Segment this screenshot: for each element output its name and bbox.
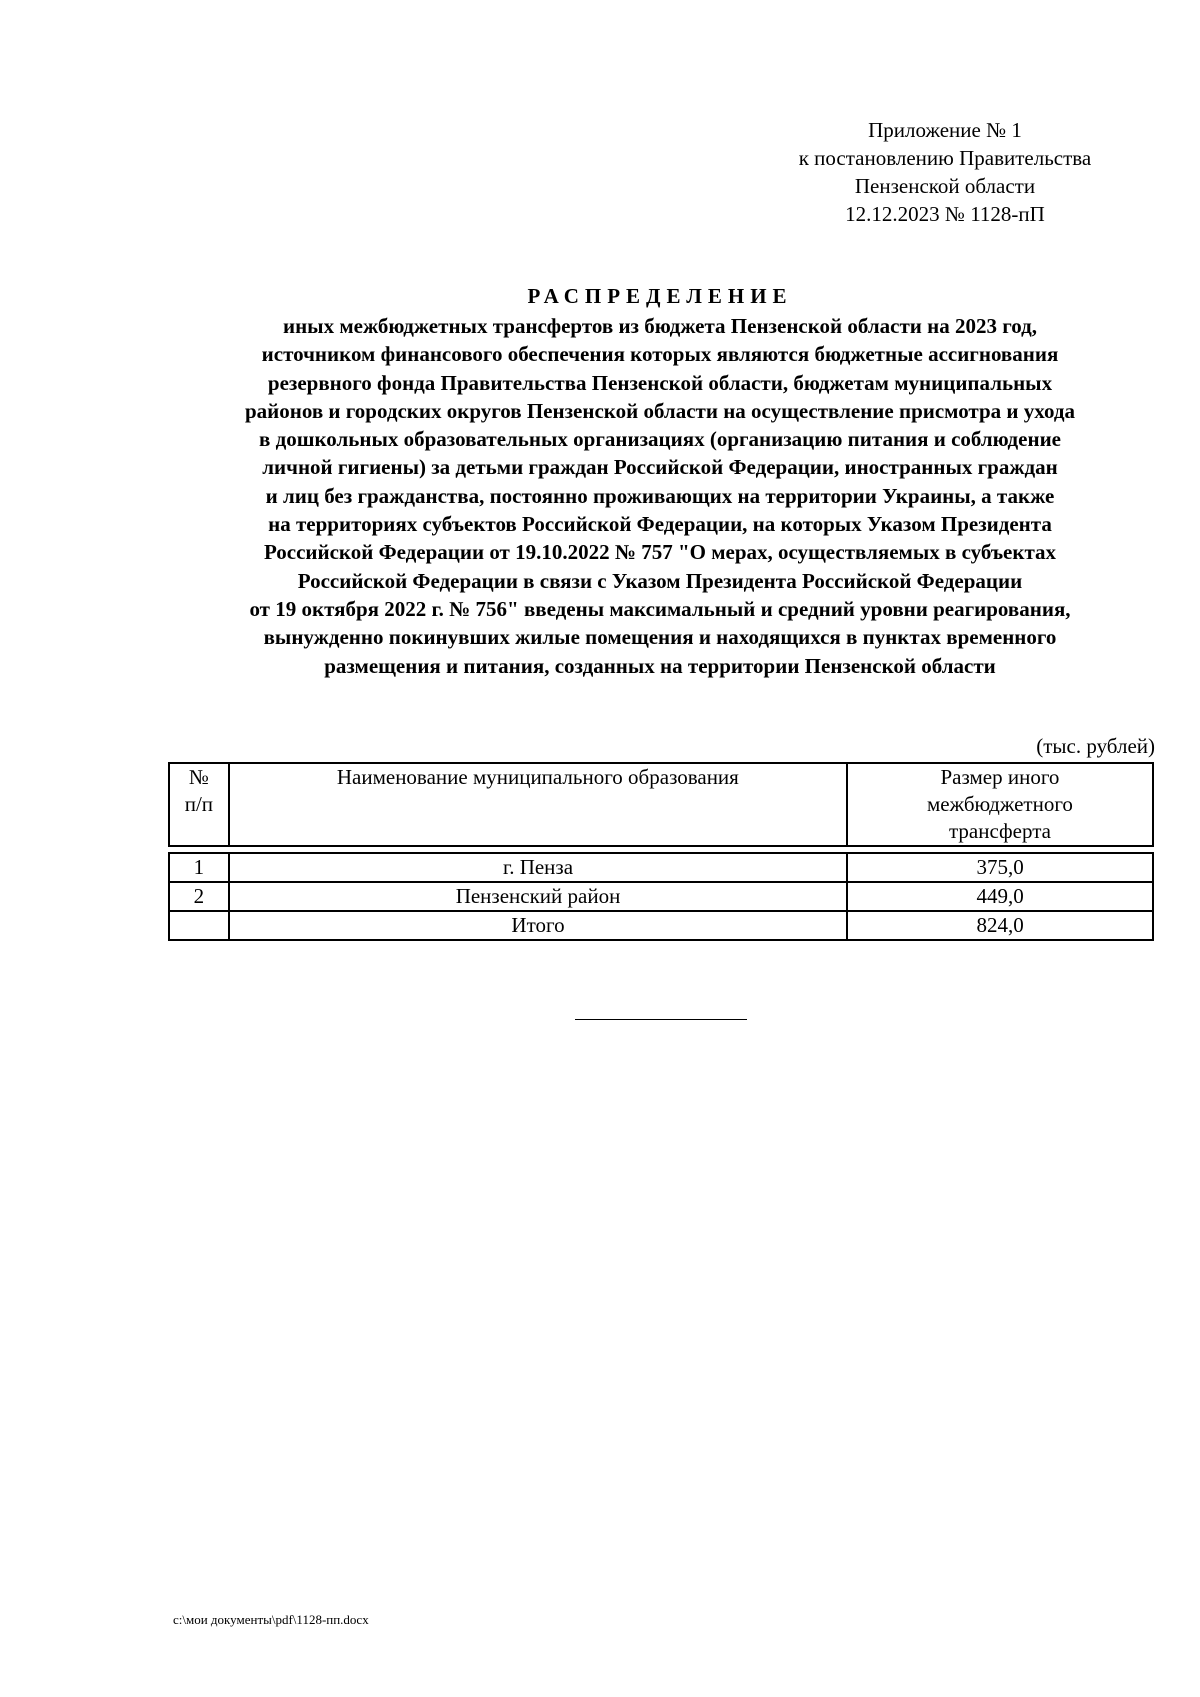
subtitle-line: резервного фонда Правительства Пензенской области, бюджетам муниципальных bbox=[267, 370, 1053, 395]
header-value-line1: Размер иного bbox=[940, 765, 1060, 789]
header-num-cell bbox=[169, 763, 229, 846]
table-header-row bbox=[169, 763, 1153, 846]
subtitle-line: источником финансового обеспечения которых являются бюджетные ассигнования bbox=[261, 342, 1059, 367]
subtitle-line: размещения и питания, созданных на территории Пензенской области bbox=[324, 653, 996, 678]
appendix-line: 12.12.2023 № 1128-пП bbox=[845, 202, 1045, 226]
subtitle-line: на территориях субъектов Российской Федерации, на которых Указом Президента bbox=[268, 512, 1052, 537]
document-subtitle bbox=[110, 312, 1200, 680]
header-num-line1: № bbox=[188, 765, 209, 789]
document-title: РАСПРЕДЕЛЕНИЕ bbox=[527, 284, 793, 308]
row-name: Итого bbox=[229, 911, 847, 940]
subtitle-line: и лиц без гражданства, постоянно проживающих на территории Украины, а также bbox=[265, 483, 1055, 508]
subtitle-line: Российской Федерации в связи с Указом Президента Российской Федерации bbox=[297, 568, 1023, 593]
table-row bbox=[169, 853, 1153, 882]
table-header bbox=[168, 762, 1154, 847]
table-row-total bbox=[169, 911, 1153, 940]
header-name-text: Наименование муниципального образования bbox=[336, 765, 739, 789]
appendix-line: Приложение № 1 bbox=[868, 118, 1022, 142]
row-name: Пензенский район bbox=[229, 882, 847, 911]
header-value-line2: межбюджетного bbox=[927, 792, 1073, 816]
row-value: 375,0 bbox=[847, 853, 1153, 882]
row-value: 824,0 bbox=[847, 911, 1153, 940]
subtitle-line: иных межбюджетных трансфертов из бюджета Пензенской области на 2023 год, bbox=[282, 314, 1038, 338]
table-row bbox=[169, 882, 1153, 911]
subtitle-line: в дошкольных образовательных организациях (организацию питания и соблюдение bbox=[259, 427, 1061, 452]
appendix-line: к постановлению Правительства bbox=[798, 146, 1092, 170]
footer-file-path: c:\мои документы\pdf\1128-пп.docx bbox=[173, 1612, 369, 1627]
subtitle-line: Российской Федерации от 19.10.2022 № 757 "О мерах, осуществляемых в субъектах bbox=[263, 540, 1057, 565]
row-num bbox=[169, 911, 229, 940]
header-num-line2: п/п bbox=[184, 792, 214, 816]
subtitle-line: районов и городских округов Пензенской области на осуществление присмотра и ухода bbox=[244, 398, 1075, 423]
units-label: (тыс. рублей) bbox=[1036, 734, 1155, 758]
appendix-block bbox=[770, 116, 1120, 228]
row-value: 449,0 bbox=[847, 882, 1153, 911]
header-name-cell bbox=[229, 763, 847, 846]
row-num: 2 bbox=[169, 882, 229, 911]
row-num: 1 bbox=[169, 853, 229, 882]
subtitle-line: от 19 октября 2022 г. № 756" введены максимальный и средний уровни реагирования, bbox=[249, 596, 1071, 621]
subtitle-line: личной гигиены) за детьми граждан Российской Федерации, иностранных граждан bbox=[262, 455, 1058, 480]
appendix-line: Пензенской области bbox=[854, 174, 1036, 198]
header-value-line3: трансферта bbox=[948, 819, 1051, 843]
row-name: г. Пенза bbox=[229, 853, 847, 882]
header-value-cell bbox=[847, 763, 1153, 846]
end-separator-line bbox=[575, 1019, 747, 1020]
table-body bbox=[168, 852, 1154, 941]
subtitle-line: вынужденно покинувших жилые помещения и находящихся в пунктах временного bbox=[263, 625, 1057, 650]
